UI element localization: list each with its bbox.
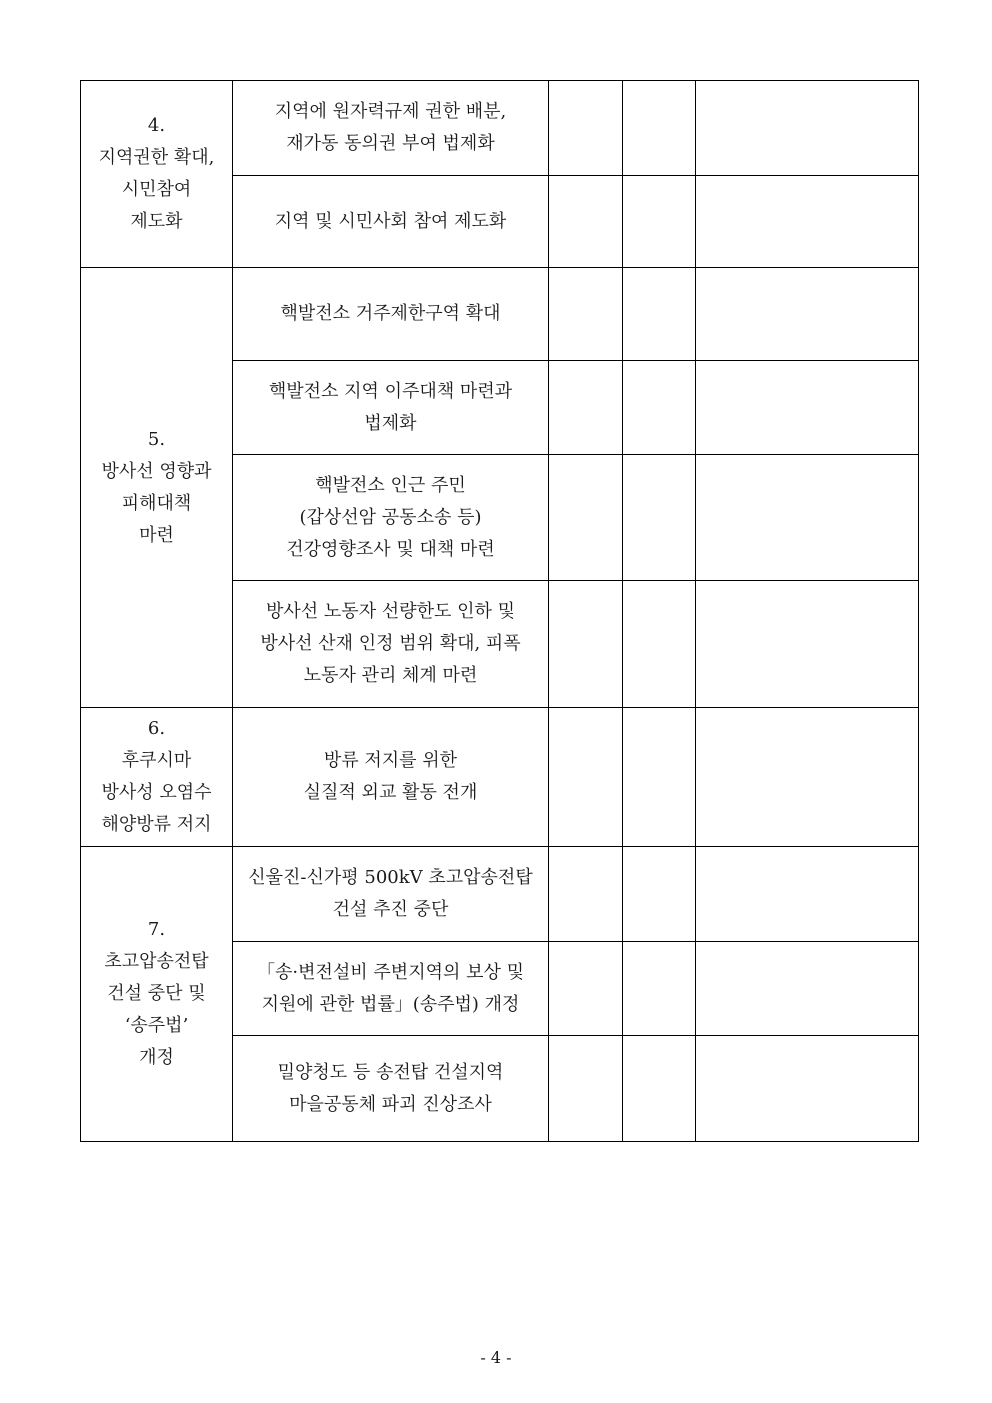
empty-cell (696, 1036, 919, 1142)
empty-cell (696, 581, 919, 708)
empty-cell (549, 81, 623, 176)
empty-cell (623, 708, 696, 847)
empty-cell (549, 847, 623, 942)
empty-cell (623, 361, 696, 455)
empty-cell (696, 942, 919, 1036)
task-cell: 방사선 노동자 선량한도 인하 및 방사선 산재 인정 범위 확대, 피폭 노동자 관리 체계 마련 (233, 581, 549, 708)
task-cell: 핵발전소 인근 주민 (갑상선암 공동소송 등) 건강영향조사 및 대책 마련 (233, 455, 549, 581)
task-cell: 신울진-신가평 500kV 초고압송전탑 건설 추진 중단 (233, 847, 549, 942)
empty-cell (549, 1036, 623, 1142)
empty-cell (623, 455, 696, 581)
empty-cell (549, 176, 623, 268)
empty-cell (549, 268, 623, 361)
empty-cell (623, 847, 696, 942)
task-cell: 방류 저지를 위한 실질적 외교 활동 전개 (233, 708, 549, 847)
task-cell: 핵발전소 지역 이주대책 마련과 법제화 (233, 361, 549, 455)
task-cell: 밀양청도 등 송전탑 건설지역 마을공동체 파괴 진상조사 (233, 1036, 549, 1142)
empty-cell (549, 942, 623, 1036)
empty-cell (549, 708, 623, 847)
table-row (81, 81, 919, 176)
category-cell: 4. 지역권한 확대, 시민참여 제도화 (81, 81, 233, 268)
task-cell: 「송·변전설비 주변지역의 보상 및 지원에 관한 법률」(송주법) 개정 (233, 942, 549, 1036)
task-cell: 핵발전소 거주제한구역 확대 (233, 268, 549, 361)
empty-cell (696, 361, 919, 455)
empty-cell (696, 268, 919, 361)
empty-cell (696, 708, 919, 847)
empty-cell (623, 176, 696, 268)
category-cell: 6. 후쿠시마 방사성 오염수 해양방류 저지 (81, 708, 233, 847)
page-number: - 4 - (480, 1348, 512, 1367)
empty-cell (623, 581, 696, 708)
empty-cell (549, 455, 623, 581)
empty-cell (696, 176, 919, 268)
empty-cell (623, 81, 696, 176)
empty-cell (696, 455, 919, 581)
empty-cell (549, 581, 623, 708)
empty-cell (696, 81, 919, 176)
task-cell: 지역에 원자력규제 권한 배분, 재가동 동의권 부여 법제화 (233, 81, 549, 176)
category-cell: 5. 방사선 영향과 피해대책 마련 (81, 268, 233, 708)
table-row (81, 708, 919, 847)
empty-cell (623, 1036, 696, 1142)
policy-table (80, 80, 919, 1142)
empty-cell (623, 942, 696, 1036)
empty-cell (549, 361, 623, 455)
table-row (81, 847, 919, 942)
table-row (81, 268, 919, 361)
empty-cell (696, 847, 919, 942)
empty-cell (623, 268, 696, 361)
task-cell: 지역 및 시민사회 참여 제도화 (233, 176, 549, 268)
category-cell: 7. 초고압송전탑 건설 중단 및 ‘송주법’ 개정 (81, 847, 233, 1142)
